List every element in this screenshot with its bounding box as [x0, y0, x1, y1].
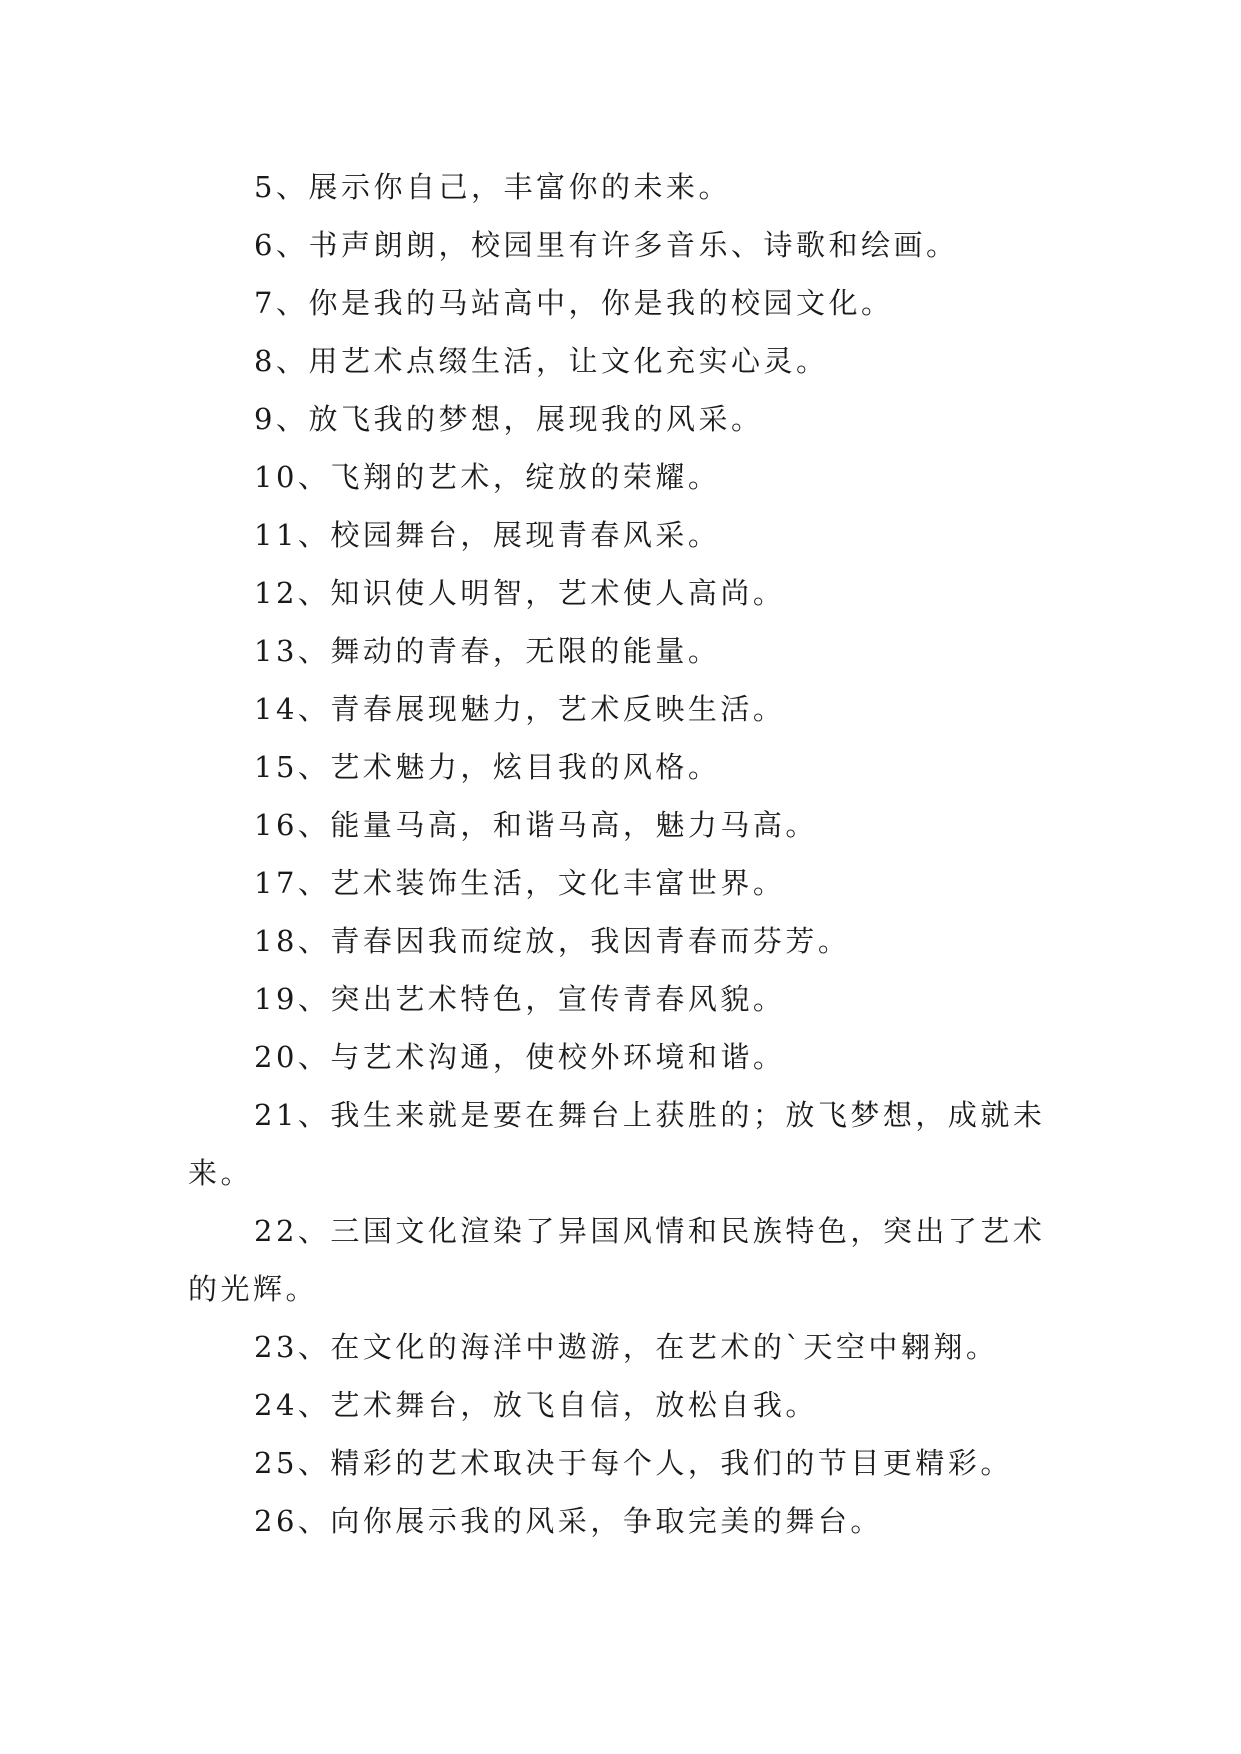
slogan-item: 15、艺术魅力，炫目我的风格。	[254, 750, 721, 784]
slogan-item: 14、青春展现魅力，艺术反映生活。	[254, 692, 786, 726]
slogan-item: 21、我生来就是要在舞台上获胜的；放飞梦想，成就未来。	[188, 1098, 1046, 1190]
slogan-item: 24、艺术舞台，放飞自信，放松自我。	[254, 1388, 818, 1422]
slogan-item: 6、书声朗朗，校园里有许多音乐、诗歌和绘画。	[254, 228, 959, 262]
slogan-item: 20、与艺术沟通，使校外环境和谐。	[254, 1040, 786, 1074]
slogan-item: 11、校园舞台，展现青春风采。	[254, 518, 721, 552]
slogan-item: 9、放飞我的梦想，展现我的风采。	[254, 402, 764, 436]
slogan-item: 26、向你展示我的风采，争取完美的舞台。	[254, 1504, 883, 1538]
slogan-item: 23、在文化的海洋中遨游，在艺术的`天空中翱翔。	[254, 1330, 999, 1364]
slogan-item: 7、你是我的马站高中，你是我的校园文化。	[254, 286, 894, 320]
slogan-item: 18、青春因我而绽放，我因青春而芬芳。	[254, 924, 851, 958]
slogan-item: 12、知识使人明智，艺术使人高尚。	[254, 576, 786, 610]
slogan-item: 5、展示你自己，丰富你的未来。	[254, 170, 731, 204]
slogan-item: 8、用艺术点缀生活，让文化充实心灵。	[254, 344, 829, 378]
slogan-item: 19、突出艺术特色，宣传青春风貌。	[254, 982, 786, 1016]
slogan-item: 13、舞动的青春，无限的能量。	[254, 634, 721, 668]
slogan-item: 16、能量马高，和谐马高，魅力马高。	[254, 808, 818, 842]
slogan-list	[188, 158, 1054, 1550]
slogan-item: 10、飞翔的艺术，绽放的荣耀。	[254, 460, 721, 494]
slogan-item: 22、三国文化渲染了异国风情和民族特色，突出了艺术的光辉。	[188, 1214, 1046, 1306]
slogan-item: 17、艺术装饰生活，文化丰富世界。	[254, 866, 786, 900]
slogan-item: 25、精彩的艺术取决于每个人，我们的节目更精彩。	[254, 1446, 1013, 1480]
